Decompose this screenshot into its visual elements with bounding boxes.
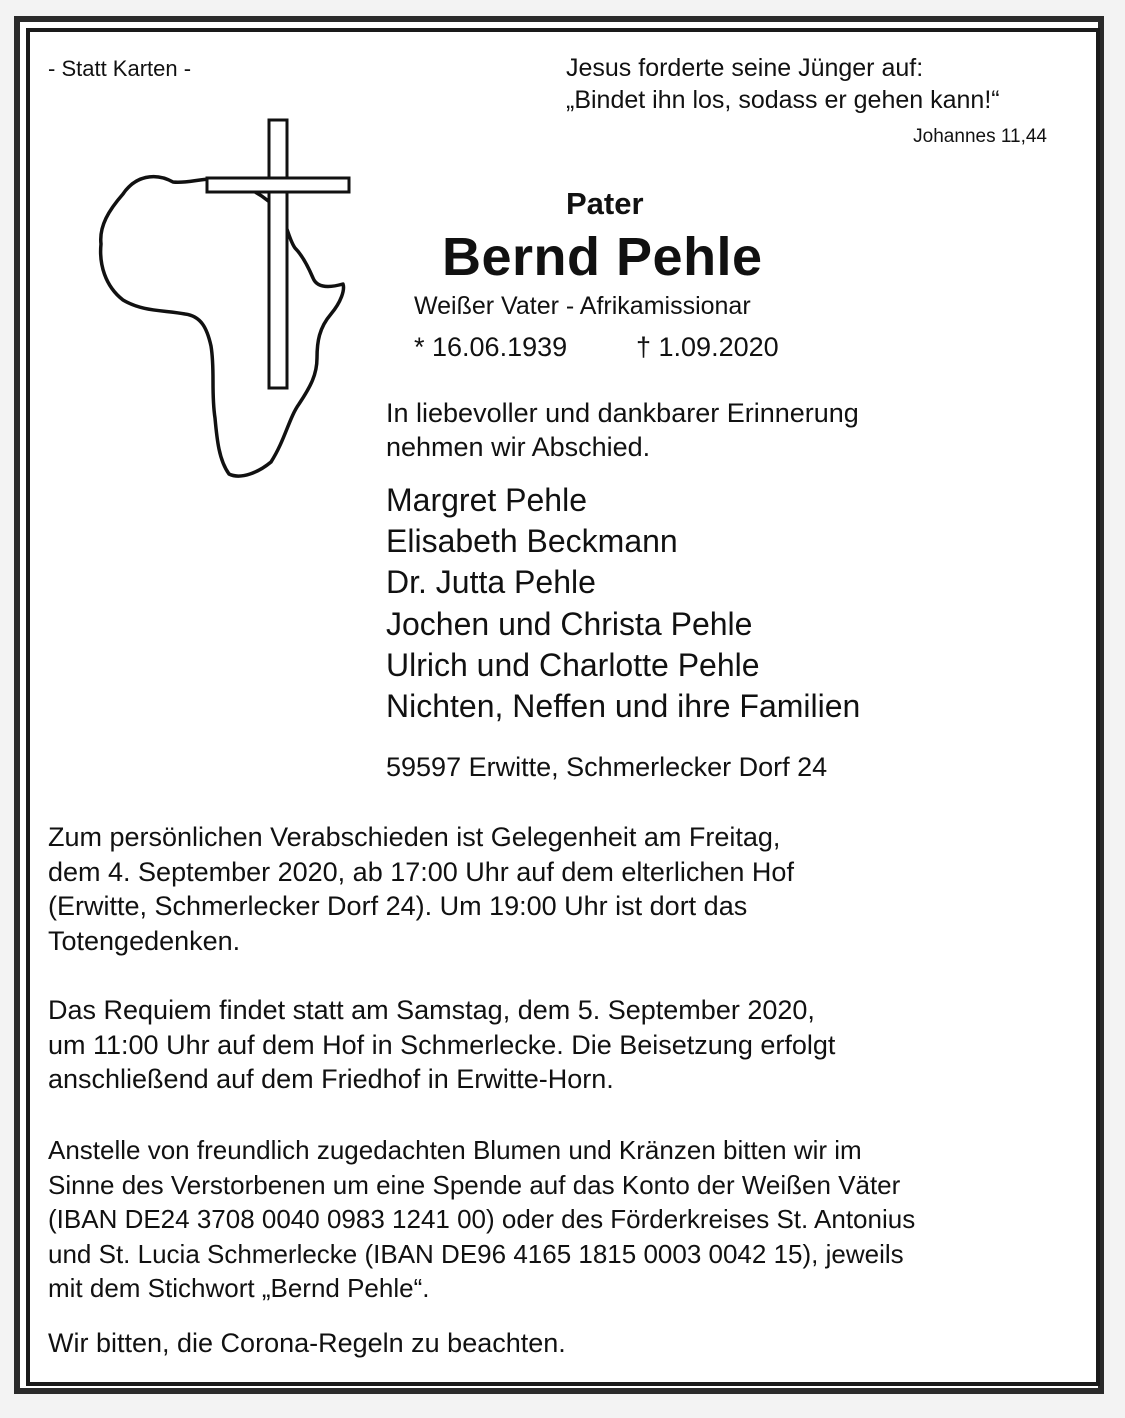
- cross-vertical-beam: [269, 120, 287, 388]
- mourner: Elisabeth Beckmann: [386, 523, 678, 560]
- donation-paragraph: [48, 1133, 915, 1306]
- paragraph-line: Zum persönlichen Verabschieden ist Gelegenheit am Freitag,: [48, 822, 781, 852]
- birth-date: * 16.06.1939: [414, 332, 568, 362]
- paragraph-line: und St. Lucia Schmerlecke (IBAN DE96 4165 1815 0003 0042 15), jeweils: [48, 1238, 904, 1269]
- paragraph-line: um 11:00 Uhr auf dem Hof in Schmerlecke. Die Beisetzung erfolgt: [48, 1029, 836, 1060]
- verse-line: „Bindet ihn los, sodass er gehen kann!“: [566, 86, 1000, 114]
- intro-line: nehmen wir Abschied.: [386, 432, 651, 462]
- paragraph-line: (IBAN DE24 3708 0040 0983 1241 00) oder des Förderkreises St. Antonius: [48, 1204, 916, 1234]
- mourners-list: [386, 480, 860, 727]
- africa-cross-icon: [95, 114, 355, 484]
- family-address: 59597 Erwitte, Schmerlecker Dorf 24: [386, 752, 828, 782]
- bible-verse: [566, 52, 1000, 116]
- africa-outline-icon: [101, 177, 344, 476]
- intro-text: [386, 396, 859, 464]
- mourner: Margret Pehle: [386, 482, 587, 518]
- death-date: † 1.09.2020: [636, 332, 779, 362]
- paragraph-line: anschließend auf dem Friedhof in Erwitte-Horn.: [48, 1064, 614, 1094]
- requiem-paragraph: [48, 993, 835, 1097]
- verse-reference: Johannes 11,44: [913, 126, 1047, 147]
- paragraph-line: dem 4. September 2020, ab 17:00 Uhr auf dem elterlichen Hof: [48, 856, 794, 887]
- paragraph-line: Das Requiem findet statt am Samstag, dem 5. September 2020,: [48, 995, 815, 1025]
- paragraph-line: Sinne des Verstorbenen um eine Spende auf das Konto der Weißen Väter: [48, 1169, 901, 1200]
- deceased-title: Pater: [566, 186, 644, 221]
- deceased-name: Bernd Pehle: [442, 227, 763, 287]
- mourner: Nichten, Neffen und ihre Familien: [386, 688, 861, 725]
- farewell-paragraph: [48, 820, 794, 958]
- statt-karten-note: - Statt Karten -: [48, 56, 192, 81]
- paragraph-line: Wir bitten, die Corona-Regeln zu beachten.: [48, 1328, 566, 1358]
- mourner: Ulrich und Charlotte Pehle: [386, 646, 760, 683]
- paragraph-line: mit dem Stichwort „Bernd Pehle“.: [48, 1273, 430, 1303]
- corona-note: [48, 1326, 566, 1361]
- intro-line: In liebevoller und dankbarer Erinnerung: [386, 398, 859, 428]
- verse-line: Jesus forderte seine Jünger auf:: [566, 54, 924, 82]
- paragraph-line: (Erwitte, Schmerlecker Dorf 24). Um 19:00 Uhr ist dort das: [48, 891, 748, 921]
- paragraph-line: Anstelle von freundlich zugedachten Blumen und Kränzen bitten wir im: [48, 1135, 862, 1165]
- deceased-subtitle: Weißer Vater - Afrikamissionar: [414, 292, 751, 320]
- mourner: Dr. Jutta Pehle: [386, 564, 596, 601]
- mourner: Jochen und Christa Pehle: [386, 605, 753, 642]
- paragraph-line: Totengedenken.: [48, 925, 241, 956]
